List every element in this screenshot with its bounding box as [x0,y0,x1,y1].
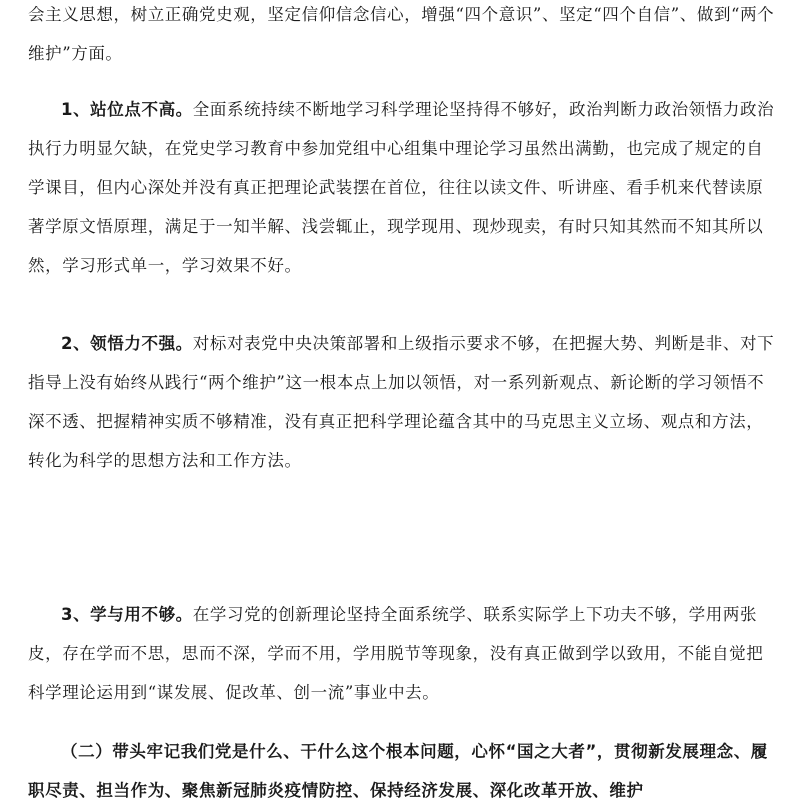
item-1-paragraph [28,90,778,285]
item-2-body: 对标对表党中央决策部署和上级指示要求不够，在把握大势、判断是非、对下指导上没有始终从践行“两个维护”这一根本点上加以领悟，对一系列新观点、新论断的学习领悟不深不透、把握精神实质不够精准，没有真正把科学理论蕴含其中的马克思主义立场、观点和方法，转化为科学的思想方法和工作方法。 [28,334,775,470]
item-2-heading: 2、领悟力不强。 [61,334,193,353]
item-2-paragraph [28,324,778,480]
intro-text: 会主义思想，树立正确党史观，坚定信仰信念信心，增强“四个意识”、坚定“四个自信”、做到“两个维护”方面。 [28,5,775,63]
item-3-heading: 3、学与用不够。 [61,605,193,624]
item-1-heading: 1、站位点不高。 [61,100,193,119]
item-3-body: 在学习党的创新理论坚持全面系统学、联系实际学上下功夫不够，学用两张皮，存在学而不思，思而不深，学而不用，学用脱节等现象，没有真正做到学以致用，不能自觉把科学理论运用到“谋发展、促改革、创一流”事业中去。 [28,605,764,702]
item-3-paragraph [28,595,778,712]
intro-paragraph [28,0,778,73]
item-1-body: 全面系统持续不断地学习科学理论坚持得不够好，政治判断力政治领悟力政治执行力明显欠缺，在党史学习教育中参加党组中心组集中理论学习虽然出满勤，也完成了规定的自学课目，但内心深处并没有真正把理论武装摆在首位，往往以读文件、听讲座、看手机来代替读原著学原文悟原理，满足于一知半解、浅尝辄止，现学现用、现炒现卖，有时只知其然而不知其所以然，学习形式单一，学习效果不好。 [28,100,775,275]
section-2-text: （二）带头牢记我们党是什么、干什么这个根本问题，心怀“国之大者”，贯彻新发展理念、履职尽责、担当作为、聚焦新冠肺炎疫情防控、保持经济发展、深化改革开放、维护 [28,742,768,800]
section-2-paragraph [28,732,778,800]
